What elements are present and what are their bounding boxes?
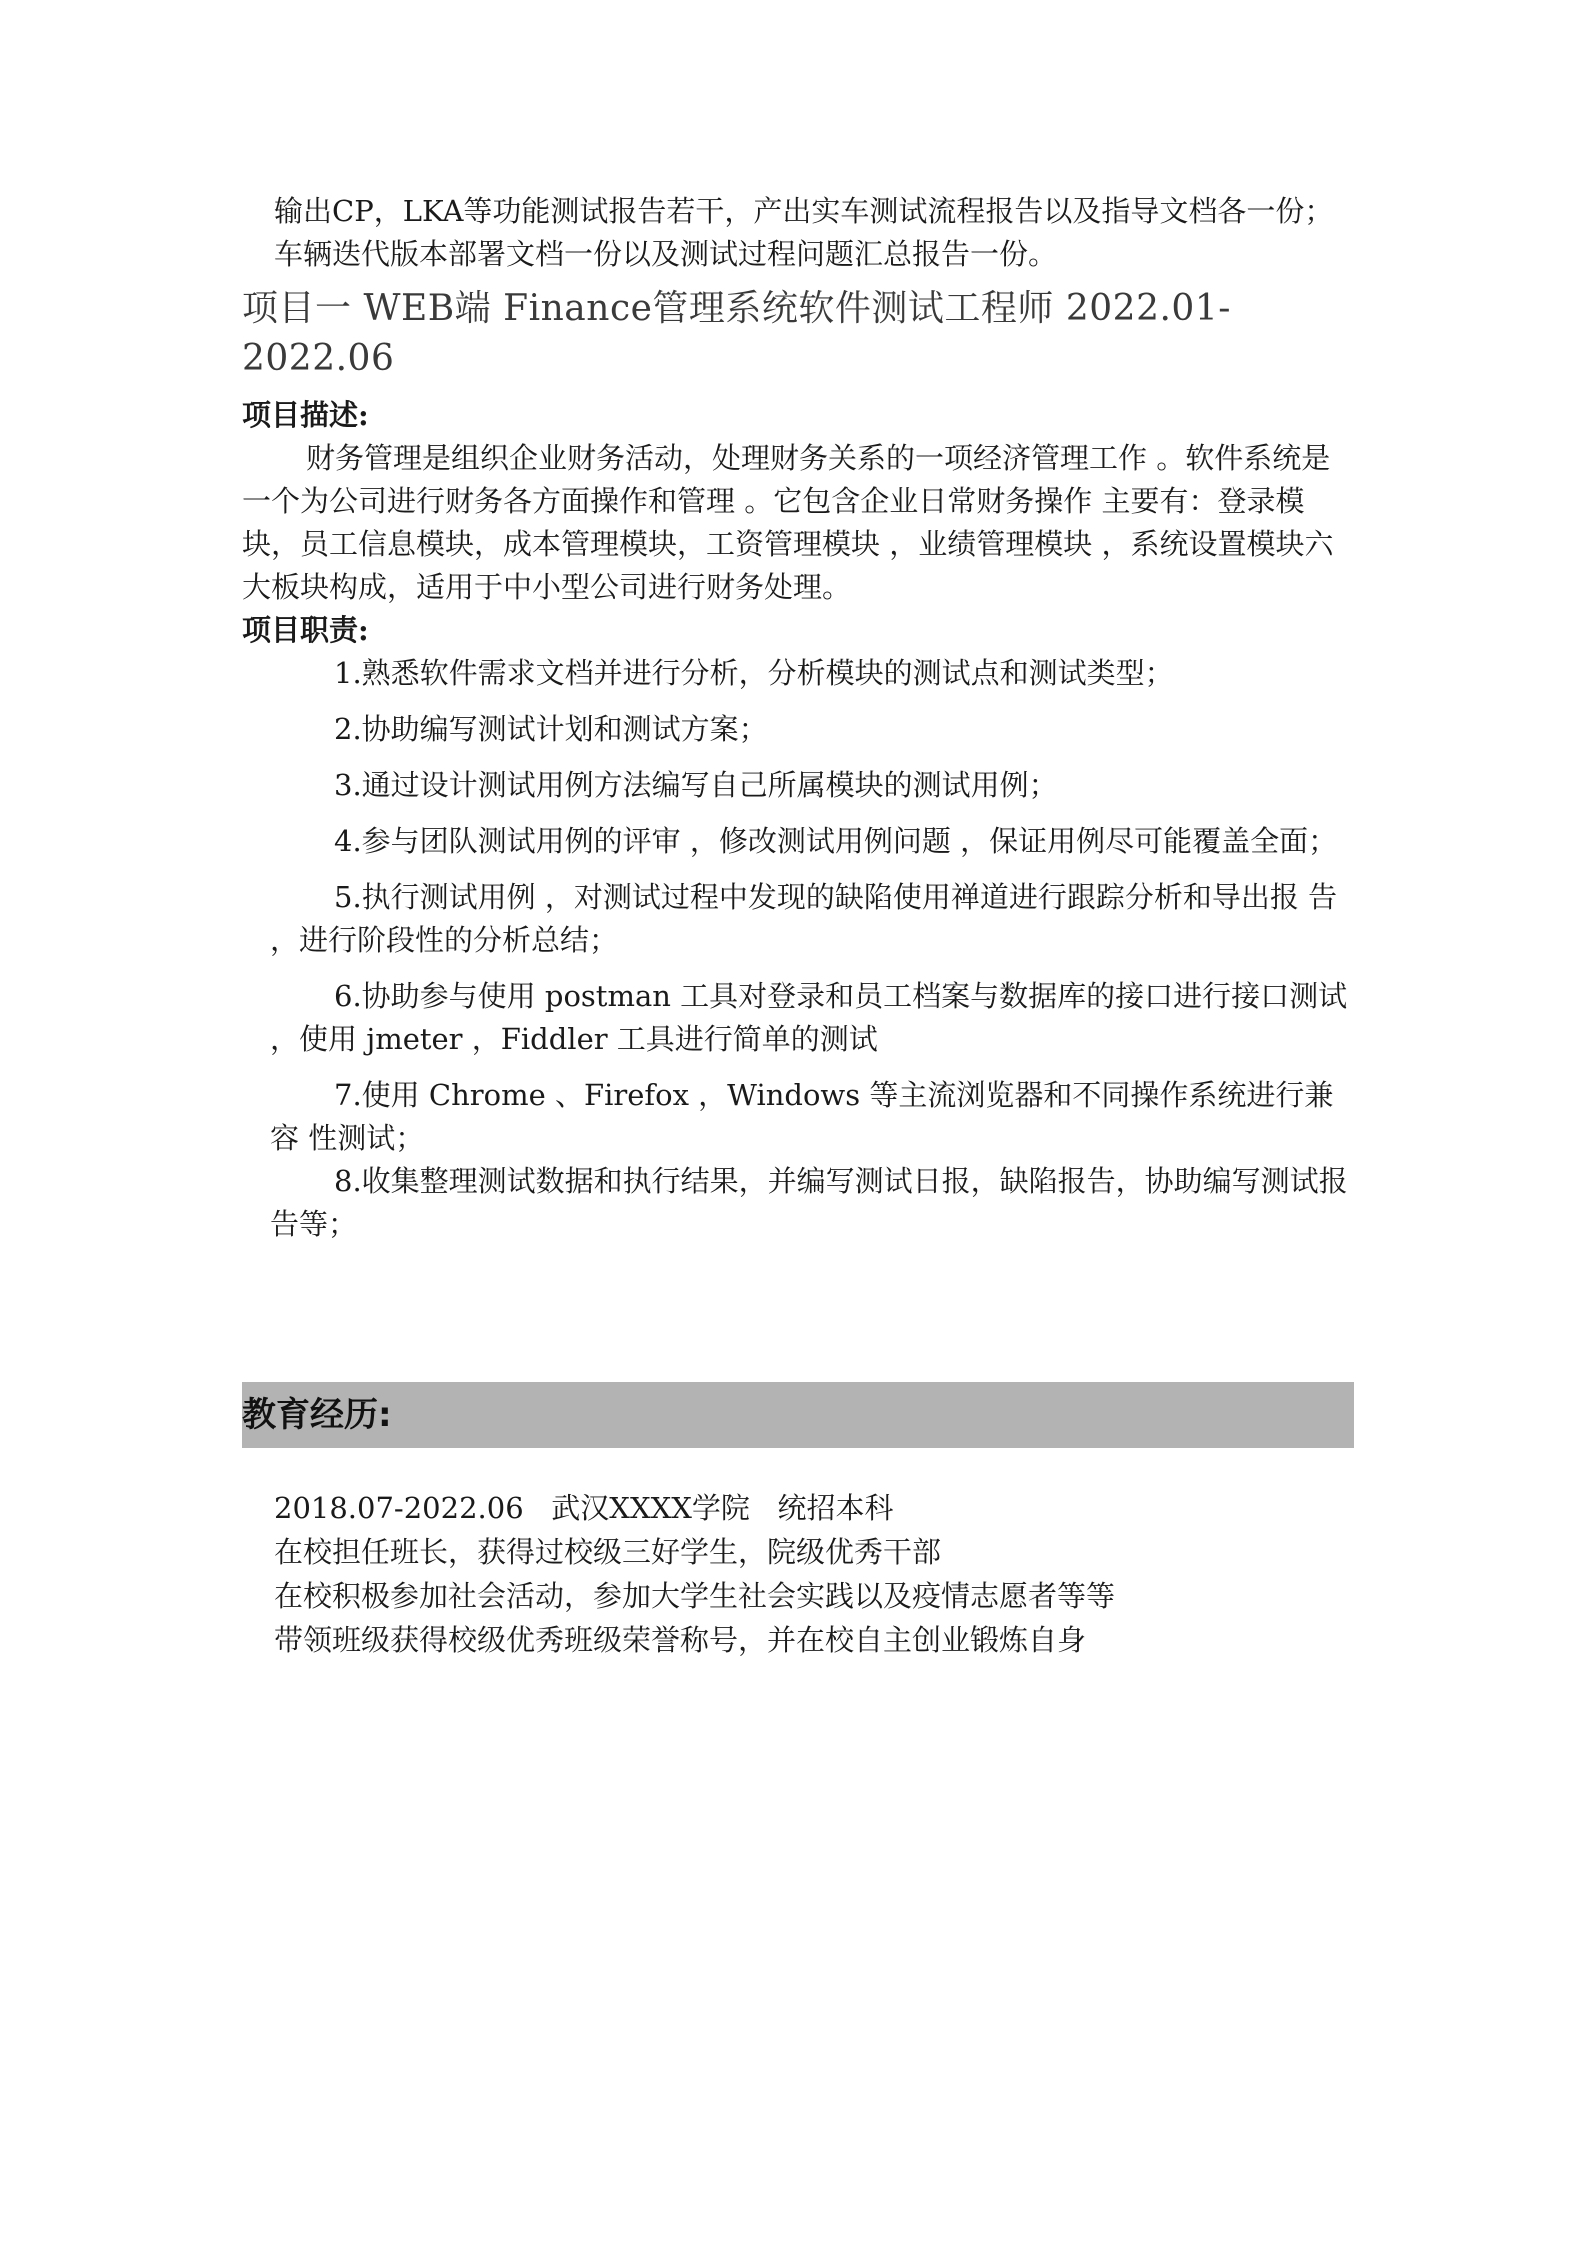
project-title: 项目一 WEB端 Finance管理系统软件测试工程师 2022.01-2022.06 [242,288,1231,379]
duty-item: 4.参与团队测试用例的评审 ，修改测试用例问题 ，保证用例尽可能覆盖全面； [334,824,1338,858]
duty-item: 7.使用 Chrome 、Firefox ，Windows 等主流浏览器和不同操作系统进行兼容 性测试； [270,1078,1334,1155]
education-section-header [242,1382,1354,1448]
project-description: 财务管理是组织企业财务活动，处理财务关系的一项经济管理工作 。软件系统是一个为公司进行财务各方面操作和管理 。它包含企业日常财务操作 主要有：登录模块，员工信息模块，成本管理模块，工资管理模块 ，业绩管理模块 ，系统设置模块六大板块构成，适用于中小型公司进行财务处理。 [242,441,1334,604]
work-content [242,190,1354,1259]
education-list [274,1486,1354,1662]
duty-item: 5.执行测试用例 ，对测试过程中发现的缺陷使用禅道进行跟踪分析和导出报 告 ，进行阶段性的分析总结； [270,880,1338,957]
duty-item: 3.通过设计测试用例方法编写自己所属模块的测试用例； [334,768,1058,802]
duty-item: 1.熟悉软件需求文档并进行分析，分析模块的测试点和测试类型； [334,656,1174,690]
project-duties-label: 项目职责: [242,613,369,647]
education-line: 2018.07-2022.06 武汉XXXX学院 统招本科 [274,1491,894,1525]
project-description-label: 项目描述: [242,398,369,432]
education-heading: 教育经历: [242,1395,392,1435]
education-line: 在校积极参加社会活动，参加大学生社会实践以及疫情志愿者等等 [274,1579,1116,1613]
intro-line-1: 输出CP，LKA等功能测试报告若干，产出实车测试流程报告以及指导文档各一份； [274,194,1334,228]
duty-item: 6.协助参与使用 postman 工具对登录和员工档案与数据库的接口进行接口测试 ，使用 jmeter ，Fiddler 工具进行简单的测试 [270,979,1348,1056]
duty-item: 2.协助编写测试计划和测试方案； [334,712,768,746]
education-line: 在校担任班长，获得过校级三好学生，院级优秀干部 [274,1535,942,1569]
duty-item: 8.收集整理测试数据和执行结果，并编写测试日报，缺陷报告，协助编写测试报告等； [270,1164,1348,1241]
intro-line-2: 车辆迭代版本部署文档一份以及测试过程问题汇总报告一份。 [274,237,1058,271]
education-line: 带领班级获得校级优秀班级荣誉称号，并在校自主创业锻炼自身 [274,1623,1087,1657]
